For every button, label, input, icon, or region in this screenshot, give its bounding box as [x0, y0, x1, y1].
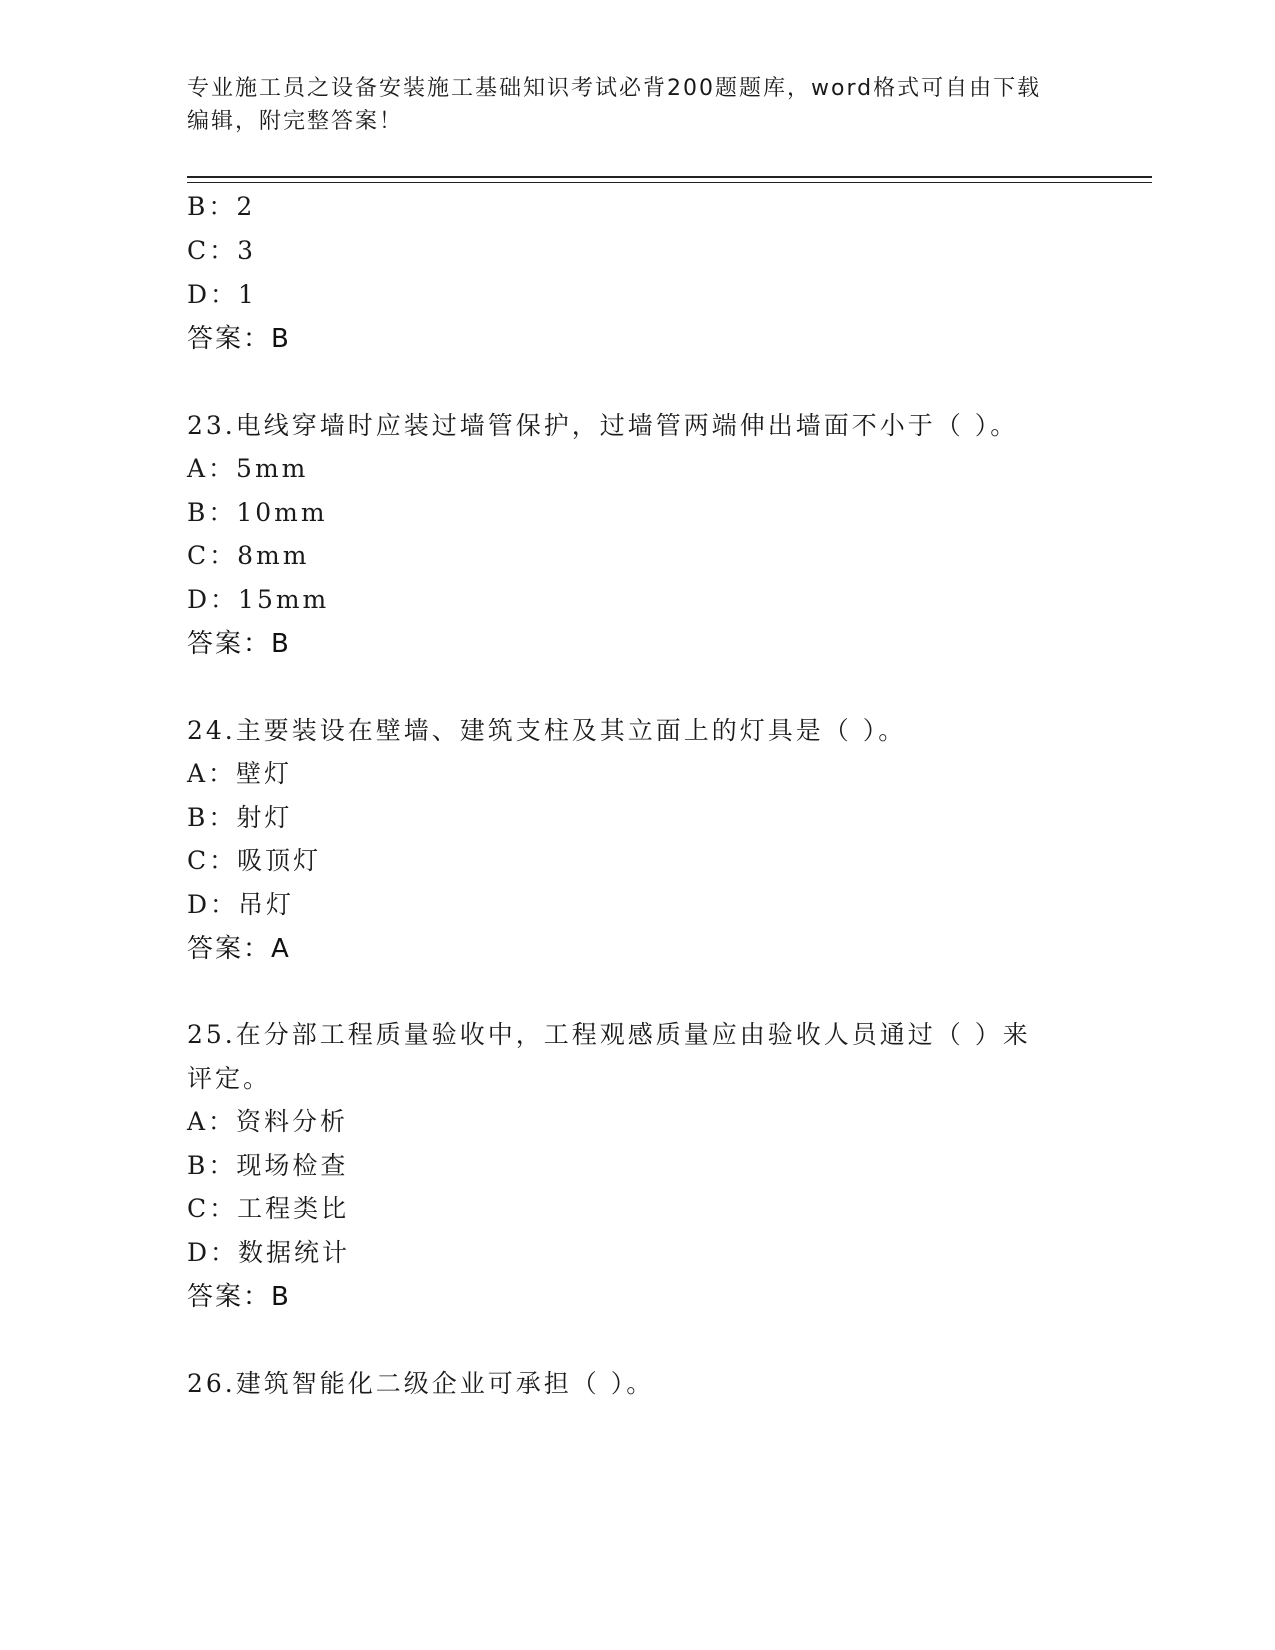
- option-a: A：5mm: [187, 454, 309, 483]
- header-title-line-2: 编辑，附完整答案！: [187, 109, 404, 134]
- option-b: B：2: [187, 192, 256, 221]
- answer-label: 答案：B: [187, 629, 291, 659]
- option-b: B：现场检查: [187, 1151, 349, 1180]
- header-title-line-1: 专业施工员之设备安装施工基础知识考试必背200题题库，word格式可自由下载: [187, 76, 1042, 101]
- answer-label: 答案：B: [187, 324, 291, 354]
- question-stem: 24.主要装设在壁墙、建筑支柱及其立面上的灯具是（ ）。: [187, 716, 907, 745]
- question-stem: 26.建筑智能化二级企业可承担（ ）。: [187, 1369, 655, 1398]
- option-b: B：10mm: [187, 498, 328, 527]
- option-d: D：1: [187, 280, 257, 309]
- answer-label: 答案：A: [187, 934, 291, 964]
- option-d: D：数据统计: [187, 1238, 351, 1267]
- option-a: A：壁灯: [187, 759, 293, 788]
- option-d: D：吊灯: [187, 890, 295, 919]
- document-header: [187, 72, 1067, 138]
- option-a: A：资料分析: [187, 1107, 349, 1136]
- header-divider-thick: [187, 176, 1152, 178]
- question-stem: 23.电线穿墙时应装过墙管保护，过墙管两端伸出墙面不小于（ ）。: [187, 411, 1019, 440]
- question-stem-line-1: 25.在分部工程质量验收中，工程观感质量应由验收人员通过（ ）来: [187, 1020, 1031, 1049]
- option-c: C：吸顶灯: [187, 846, 322, 875]
- option-c: C：3: [187, 236, 257, 265]
- header-divider-thin: [187, 182, 1152, 183]
- option-c: C：8mm: [187, 541, 310, 570]
- question-stem-line-2: 评定。: [187, 1064, 272, 1093]
- option-b: B：射灯: [187, 803, 293, 832]
- answer-label: 答案：B: [187, 1282, 291, 1312]
- option-c: C：工程类比: [187, 1194, 350, 1223]
- option-d: D：15mm: [187, 585, 330, 614]
